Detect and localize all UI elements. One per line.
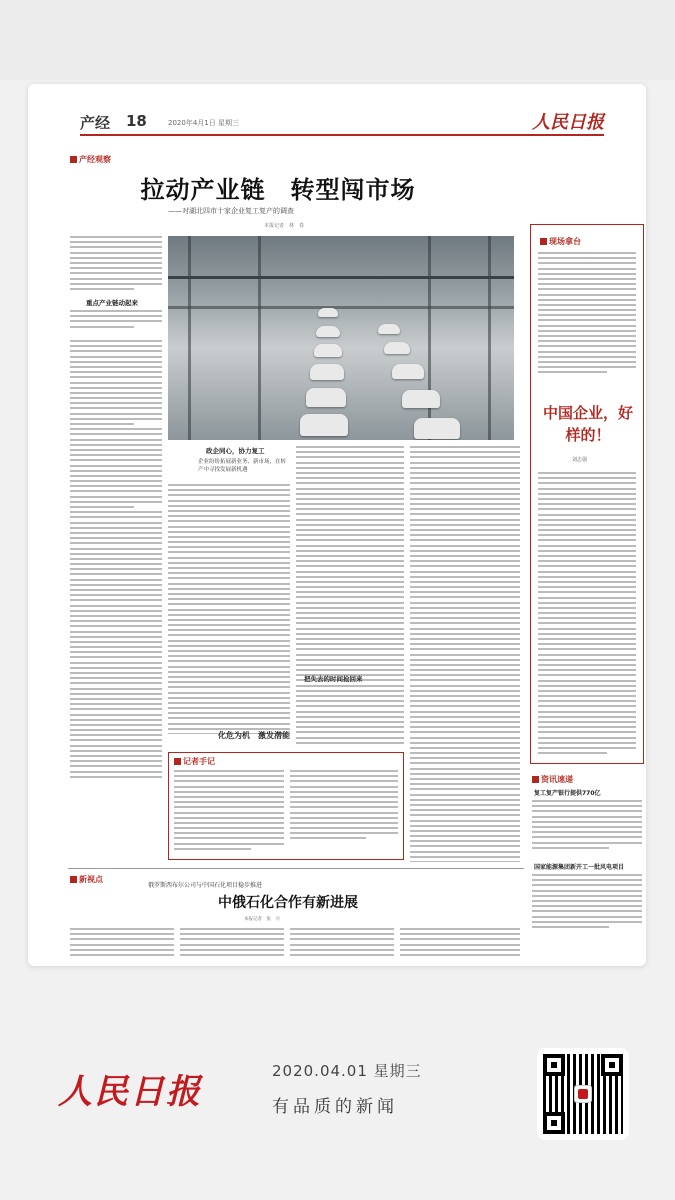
sidebar-headline: 中国企业，好样的！: [542, 404, 633, 444]
mid-column-text-2: [296, 446, 404, 746]
pull-quote: 企业纷纷拓展新业务、新市场，在转产中寻找发展新机遇: [198, 459, 287, 473]
main-byline: 本报记者 林 春: [264, 223, 305, 229]
footer-logo: 人民日报: [58, 1072, 202, 1112]
bottom-kicker: 俄罗斯西布尔公司与中国石化项目稳步推进: [148, 882, 263, 889]
main-subtitle: ——对湖北四市十家企业复工复产的调查: [168, 207, 294, 215]
news-item-1-text: [532, 800, 642, 856]
bottom-column-3: [290, 928, 394, 962]
reporter-notes-tag: 记者手记: [174, 756, 215, 767]
subhead-lead: [70, 310, 162, 334]
sidebar-author: 刘志强: [572, 457, 588, 463]
mid-column-text-3: [410, 446, 520, 862]
bottom-headline: 中俄石化合作有新进展: [218, 895, 358, 911]
page-number: 18: [126, 112, 147, 130]
subhead-cooperation: 政企同心，协力复工: [206, 447, 265, 455]
reporter-notes-text: [174, 770, 284, 854]
subhead-industry-chain: 重点产业链动起来: [86, 299, 138, 307]
page-category: 产经: [80, 114, 111, 132]
reporter-notes-text-2: [290, 770, 398, 854]
intro-text: [70, 236, 162, 292]
top-strip: [0, 0, 675, 80]
bottom-column-2: [180, 928, 284, 962]
page-date: 2020年4月1日 星期三: [168, 119, 239, 127]
news-item-2-title[interactable]: 国家能源集团新开工一批风电项目: [534, 864, 625, 871]
qr-code-icon: [543, 1054, 623, 1134]
section-tag-industry: 产经观察: [70, 154, 111, 165]
newspaper-page[interactable]: [28, 84, 646, 966]
side-headline: 把失去的时间抢回来: [304, 675, 363, 683]
box-title: 化危为机 激发潜能: [218, 731, 290, 740]
sidebar-tag: 现场拿台: [540, 236, 581, 247]
masthead-logo: 人民日报: [532, 112, 604, 133]
footer-slogan: 有品质的新闻: [272, 1097, 398, 1117]
news-item-1-title[interactable]: 复工复产银行提供770亿: [534, 790, 601, 797]
sidebar-intro-text: [538, 252, 636, 382]
factory-photo: [168, 236, 514, 440]
bottom-column-4: [400, 928, 520, 962]
left-column-text: [70, 340, 162, 780]
qr-code[interactable]: [537, 1048, 629, 1140]
main-headline: 拉动产业链 转型闯市场: [140, 175, 416, 204]
news-brief-tag: 资讯速递: [532, 774, 573, 785]
bottom-column-1: [70, 928, 174, 962]
masthead: [80, 106, 604, 136]
sidebar-body-text: [538, 472, 636, 760]
new-viewpoint-tag: 新视点: [70, 874, 103, 885]
footer-date: 2020.04.01 星期三: [272, 1062, 422, 1080]
news-item-2-text: [532, 874, 642, 934]
bottom-divider: [68, 868, 524, 869]
bottom-byline: 本报记者 张 兴: [244, 917, 280, 922]
mid-column-text-1: [168, 484, 290, 734]
